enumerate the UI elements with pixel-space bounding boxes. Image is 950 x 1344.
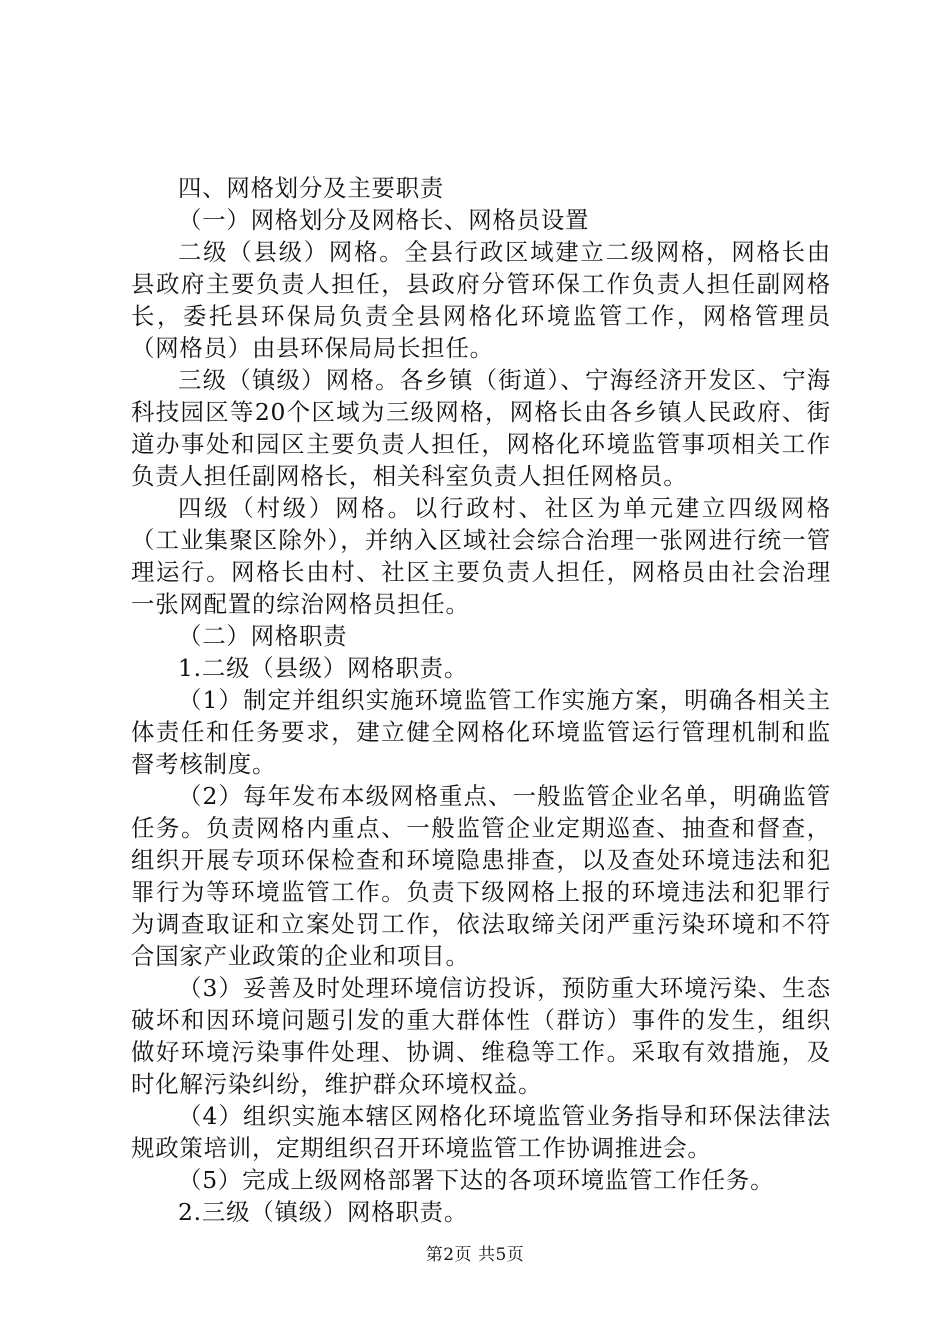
document-body [131, 172, 831, 1228]
list-item: （4）组织实施本辖区网格化环境监管业务指导和环保法律法规政策培训，定期组织召开环境监管工作协调推进会。 [131, 1102, 831, 1162]
list-item: （2）每年发布本级网格重点、一般监管企业名单，明确监管任务。负责网格内重点、一般监管企业定期巡查、抽查和督查，组织开展专项环保检查和环境隐患排查，以及查处环境违法和犯罪行为等环境监管工作。负责下级网格上报的环境违法和犯罪行为调查取证和立案处罚工作，依法取缔关闭严重污染环境和不符合国家产业政策的企业和项目。 [131, 782, 831, 970]
list-heading: 2.三级（镇级）网格职责。 [178, 1198, 469, 1226]
paragraph-village-grid: 四级（村级）网格。以行政村、社区为单元建立四级网格（工业集聚区除外），并纳入区域社会综合治理一张网进行统一管理运行。网格长由村、社区主要负责人担任，网格员由社会治理一张网配置的综治网格员担任。 [131, 494, 831, 618]
list-heading: 1.二级（县级）网格职责。 [178, 654, 469, 682]
list-item: （1）制定并组织实施环境监管工作实施方案，明确各相关主体责任和任务要求，建立健全网格化环境监管运行管理机制和监督考核制度。 [131, 686, 831, 778]
page-number: 第2页 共5页 [425, 1245, 525, 1265]
list-item: （3）妥善及时处理环境信访投诉，预防重大环境污染、生态破坏和因环境问题引发的重大群体性（群访）事件的发生，组织做好环境污染事件处理、协调、维稳等工作。采取有效措施，及时化解污染纠纷，维护群众环境权益。 [131, 974, 831, 1098]
list-item: （5）完成上级网格部署下达的各项环境监管工作任务。 [178, 1166, 775, 1194]
paragraph-town-grid: 三级（镇级）网格。各乡镇（街道）、宁海经济开发区、宁海科技园区等20个区域为三级网格，网格长由各乡镇人民政府、街道办事处和园区主要负责人担任，网格化环境监管事项相关工作负责人担任副网格长，相关科室负责人担任网格员。 [131, 366, 831, 490]
subsection-heading: （一）网格划分及网格长、网格员设置 [178, 206, 590, 234]
subsection-heading: （二）网格职责 [178, 622, 348, 650]
section-heading: 四、网格划分及主要职责 [178, 174, 445, 202]
paragraph-county-grid: 二级（县级）网格。全县行政区域建立二级网格，网格长由县政府主要负责人担任，县政府分管环保工作负责人担任副网格长，委托县环保局负责全县网格化环境监管工作，网格管理员（网格员）由县环保局局长担任。 [131, 238, 831, 362]
